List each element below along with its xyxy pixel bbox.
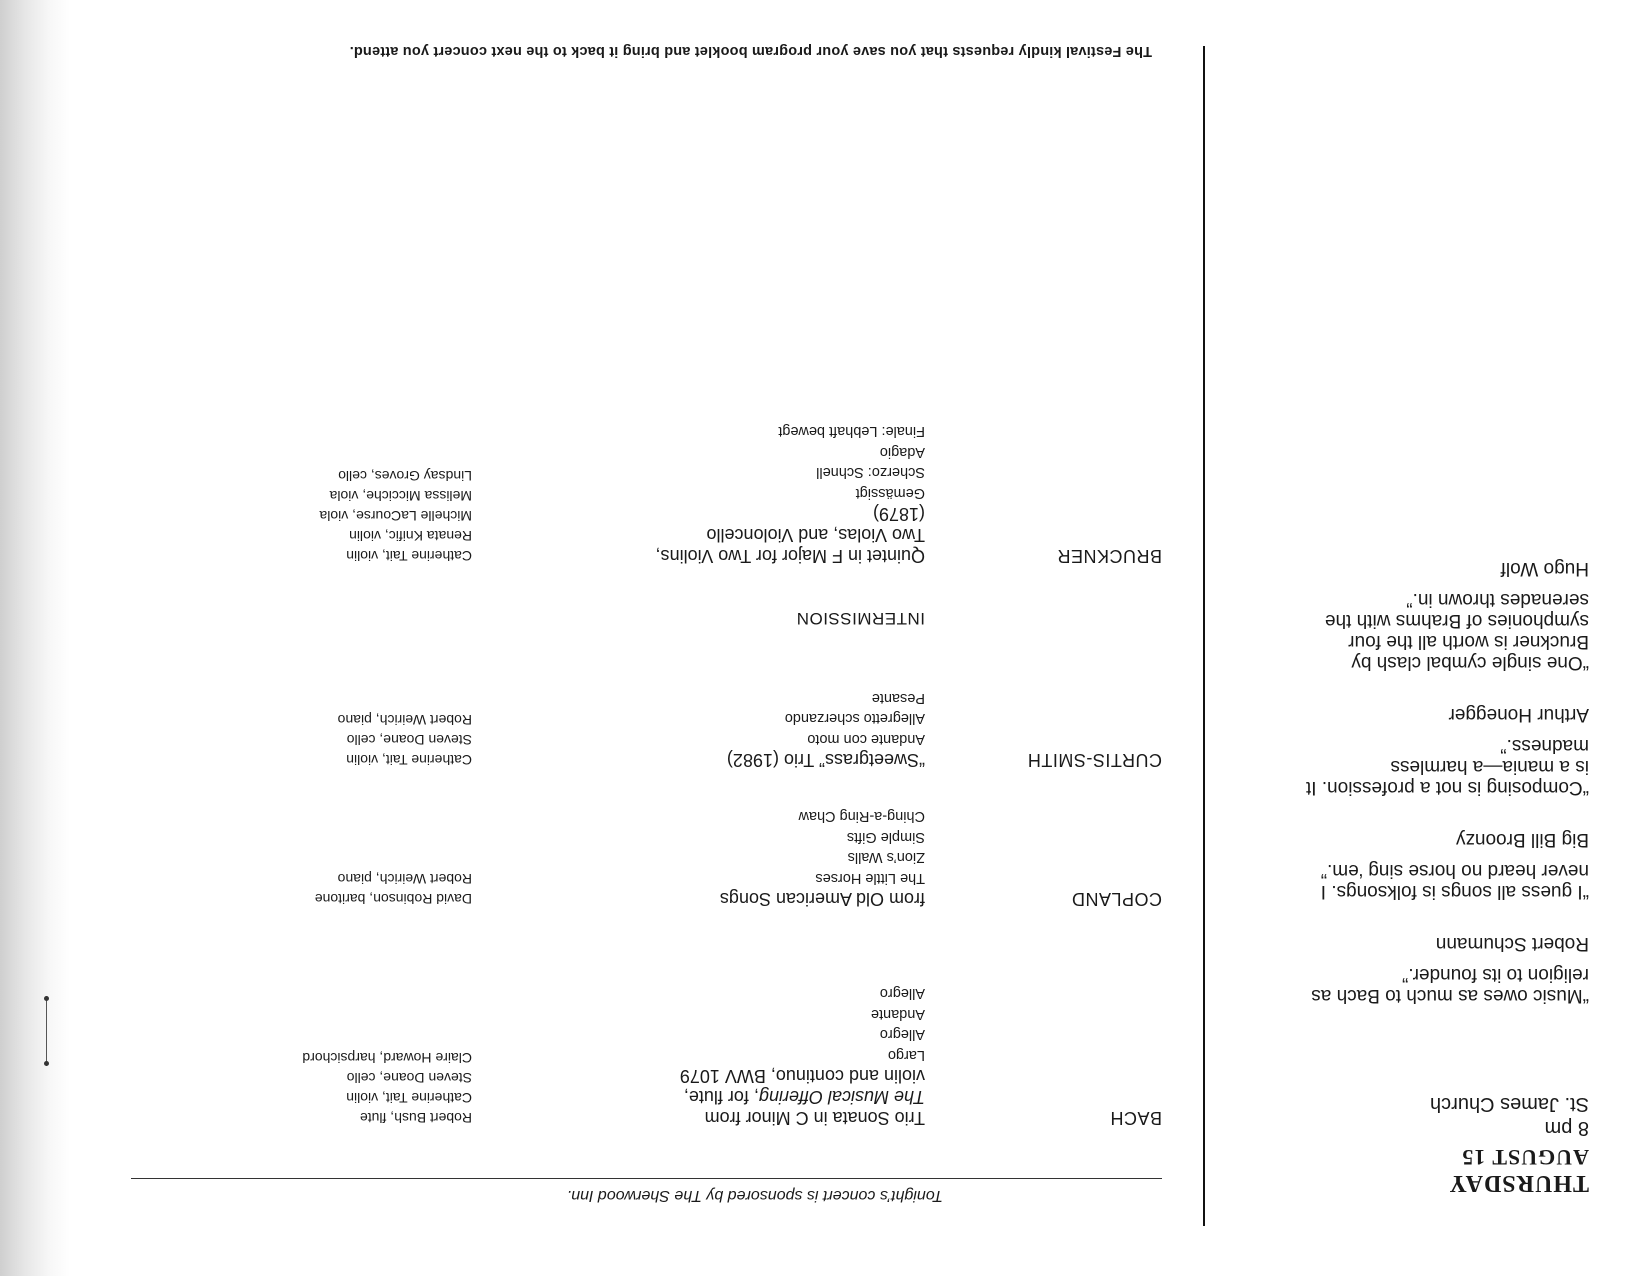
movement: Gemässigt [855, 485, 925, 501]
work-title [505, 983, 925, 1128]
movement: Scherzo: Schnell [816, 464, 925, 481]
quote-text: “One single cymbal clash by Bruckner is worth all the four symphonies of Brahms with the serenades thrown in.” [1324, 589, 1589, 673]
work-line: (1879) [872, 504, 925, 524]
work-line: from Old American Songs [719, 889, 925, 909]
performer: David Robinson, baritone [314, 891, 472, 907]
column-divider [1203, 46, 1205, 1226]
movement: Andante con moto [807, 731, 925, 747]
performer: Steven Doane, cello [346, 1070, 472, 1086]
movement: Andante [870, 1006, 925, 1022]
binding-dot [44, 996, 49, 1001]
performer-list [92, 869, 472, 909]
concert-date: AUGUST 15 [1461, 1145, 1589, 1170]
work-line: Quintet in F Major for Two Violins, [655, 546, 925, 566]
composer-name: COPLAND [1071, 889, 1162, 909]
performer-list [92, 1048, 472, 1128]
binding-mark [46, 996, 47, 1066]
performer-list [92, 466, 472, 566]
performer: Michelle LaCourse, viola [319, 508, 472, 524]
work-line-rest: , for flute, [683, 1087, 759, 1107]
performer: Catherine Tait, violin [346, 1090, 472, 1106]
performer: Claire Howard, harpsichord [302, 1050, 472, 1066]
movement: The Little Horses [815, 870, 925, 886]
footer-note: The Festival kindly requests that you save your program booklet and bring it back to the next concert you attend. [349, 43, 1152, 59]
performer: Catherine Tait, violin [346, 548, 472, 564]
movement: Adagio [879, 444, 925, 460]
work-title [505, 688, 925, 771]
intermission-label: INTERMISSION [796, 609, 925, 628]
work-title [505, 806, 925, 909]
work-line: Trio Sonata in C Minor from [704, 1108, 925, 1128]
performer: Catherine Tait, violin [346, 752, 472, 768]
header-rule [131, 1178, 1162, 1179]
quote-author: Hugo Wolf [1500, 558, 1589, 579]
quote-author: Robert Schumann [1435, 933, 1589, 954]
sponsor-note: Tonight’s concert is sponsored by The Sherwood Inn. [566, 1187, 943, 1204]
movement: Finale: Lebhaft bewegt [778, 423, 925, 440]
composer-name: CURTIS-SMITH [1027, 750, 1162, 770]
binding-dot [44, 1061, 49, 1066]
performer: Robert Weirich, piano [337, 712, 472, 728]
work-line [505, 1086, 925, 1107]
work-line: violin and continuo, BWV 1079 [679, 1066, 925, 1086]
movement: Simple Gifts [846, 829, 925, 845]
movement: Allegretto scherzando [784, 710, 925, 727]
movement: Pesante [871, 690, 925, 706]
performer: Melissa Micciche, viola [329, 488, 472, 504]
performer: Robert Bush, flute [359, 1110, 472, 1126]
quote-author: Big Bill Broonzy [1455, 829, 1589, 850]
performer: Robert Weirich, piano [337, 871, 472, 887]
movement: Allegro [879, 1026, 925, 1043]
page-binding-shadow [0, 0, 70, 1276]
quote-text: “Music owes as much to Bach as religion to its founder.” [1311, 964, 1589, 1006]
movement: Ching-a-Ring Chaw [798, 808, 925, 825]
quote-text: “Composing is not a profession. It is a mania—a harmless madness.” [1305, 735, 1589, 798]
work-italic-title: The Musical Offering [758, 1087, 925, 1107]
performer: Steven Doane, cello [346, 732, 472, 748]
date-and-quotes-column [1289, 557, 1589, 1196]
concert-time: 8 pm [1544, 1117, 1589, 1139]
performer: Renata Knific, violin [349, 528, 472, 544]
quote-author: Arthur Honegger [1448, 704, 1589, 725]
composer-name: BACH [1109, 1108, 1162, 1128]
quote-text: “I guess all songs is folksongs. I never heard no horse sing ‘em.” [1320, 860, 1589, 902]
movement: Allegro [879, 985, 925, 1002]
performer: Lindsay Groves, cello [338, 468, 472, 484]
composer-name: BRUCKNER [1056, 546, 1162, 566]
movement: Zion’s Walls [847, 849, 925, 866]
work-title [505, 421, 925, 566]
concert-day: THURSDAY [1448, 1170, 1589, 1196]
work-line: Two Violas, and Violoncello [706, 525, 925, 545]
performer-list [92, 710, 472, 770]
movement: Largo [887, 1047, 925, 1063]
concert-venue: St. James Church [1430, 1093, 1589, 1115]
work-line: “Sweetgrass” Trio (1982) [726, 750, 925, 770]
